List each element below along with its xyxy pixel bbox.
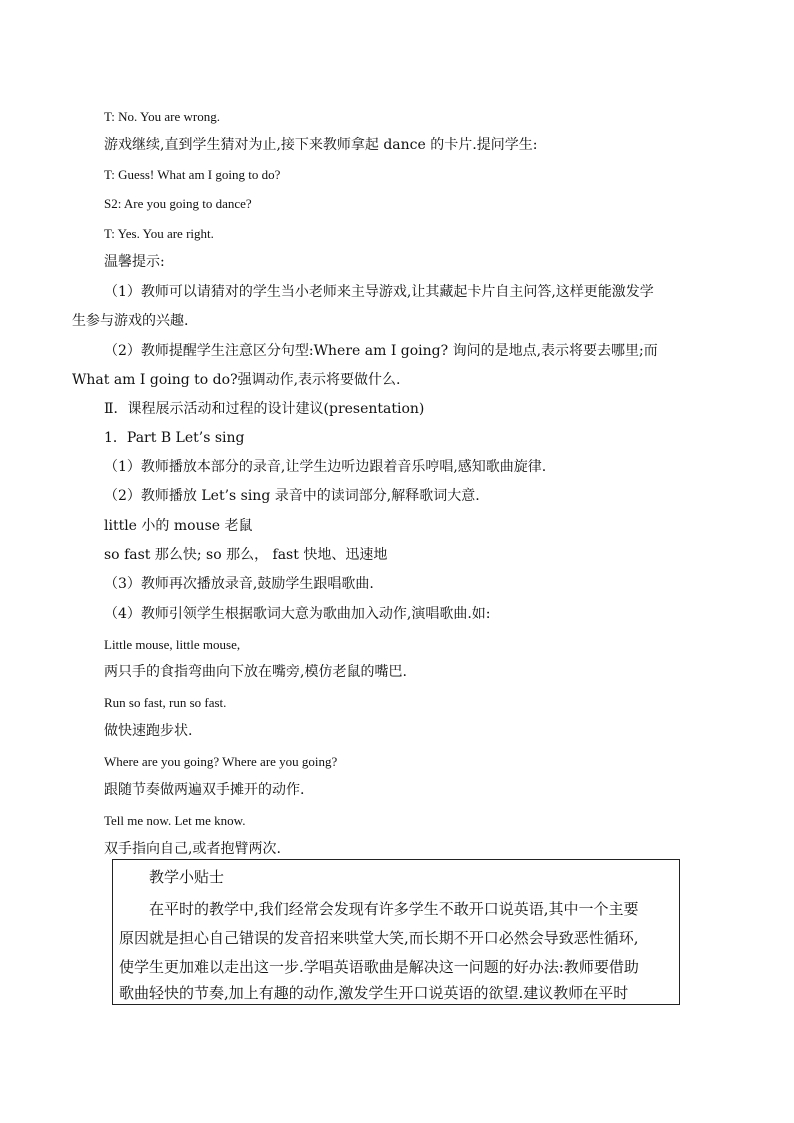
tip-heading: 温馨提示: bbox=[104, 254, 165, 270]
subsection-heading: 1．Part B Let’s sing bbox=[104, 430, 245, 446]
lyric-line: Where are you going? Where are you going? bbox=[104, 754, 338, 769]
action-line: 跟随节奏做两遍双手摊开的动作. bbox=[104, 782, 305, 798]
action-line: 两只手的食指弯曲向下放在嘴旁,模仿老鼠的嘴巴. bbox=[104, 664, 407, 680]
action-line: 双手指向自己,或者抱臂两次. bbox=[104, 841, 281, 857]
tip-box-line: 在平时的教学中,我们经常会发现有许多学生不敢开口说英语,其中一个主要 bbox=[149, 900, 639, 918]
teaching-tip-box bbox=[112, 859, 680, 1005]
tip-box-line: 使学生更加难以走出这一步.学唱英语歌曲是解决这一问题的好办法:教师要借助 bbox=[119, 958, 639, 976]
dialogue-line: T: No. You are wrong. bbox=[104, 109, 220, 124]
tip-box-title: 教学小贴士 bbox=[149, 868, 225, 886]
paragraph-line: （2）教师播放 Let’s sing 录音中的读词部分,解释歌词大意. bbox=[104, 488, 480, 504]
lyric-line: Run so fast, run so fast. bbox=[104, 695, 227, 710]
paragraph-line: What am I going to do?强调动作,表示将要做什么. bbox=[72, 372, 401, 388]
tip-box-line: 歌曲轻快的节奏,加上有趣的动作,激发学生开口说英语的欲望.建议教师在平时 bbox=[119, 984, 629, 1002]
tip-box-line: 原因就是担心自己错误的发音招来哄堂大笑,而长期不开口必然会导致恶性循环, bbox=[119, 929, 639, 947]
vocab-line: so fast 那么快; so 那么， fast 快地、迅速地 bbox=[104, 547, 388, 563]
vocab-line: little 小的 mouse 老鼠 bbox=[104, 518, 253, 534]
dialogue-line: S2: Are you going to dance? bbox=[104, 196, 252, 211]
paragraph-line: （2）教师提醒学生注意区分句型:Where am I going? 询问的是地点,表示将要去哪里;而 bbox=[104, 343, 658, 359]
paragraph-line: （1）教师可以请猜对的学生当小老师来主导游戏,让其藏起卡片自主问答,这样更能激发学 bbox=[104, 284, 654, 300]
paragraph-line: （3）教师再次播放录音,鼓励学生跟唱歌曲. bbox=[104, 576, 374, 592]
lyric-line: Tell me now. Let me know. bbox=[104, 813, 246, 828]
dialogue-line: T: Guess! What am I going to do? bbox=[104, 167, 281, 182]
paragraph-line: （1）教师播放本部分的录音,让学生边听边跟着音乐哼唱,感知歌曲旋律. bbox=[104, 459, 547, 475]
action-line: 做快速跑步状. bbox=[104, 723, 193, 739]
paragraph-line: 游戏继续,直到学生猜对为止,接下来教师拿起 dance 的卡片.提问学生: bbox=[104, 137, 538, 153]
dialogue-line: T: Yes. You are right. bbox=[104, 226, 214, 241]
lyric-line: Little mouse, little mouse, bbox=[104, 637, 241, 652]
section-heading: Ⅱ．课程展示活动和过程的设计建议(presentation) bbox=[104, 401, 425, 417]
paragraph-line: 生参与游戏的兴趣. bbox=[72, 313, 189, 329]
paragraph-line: （4）教师引领学生根据歌词大意为歌曲加入动作,演唱歌曲.如: bbox=[104, 606, 491, 622]
